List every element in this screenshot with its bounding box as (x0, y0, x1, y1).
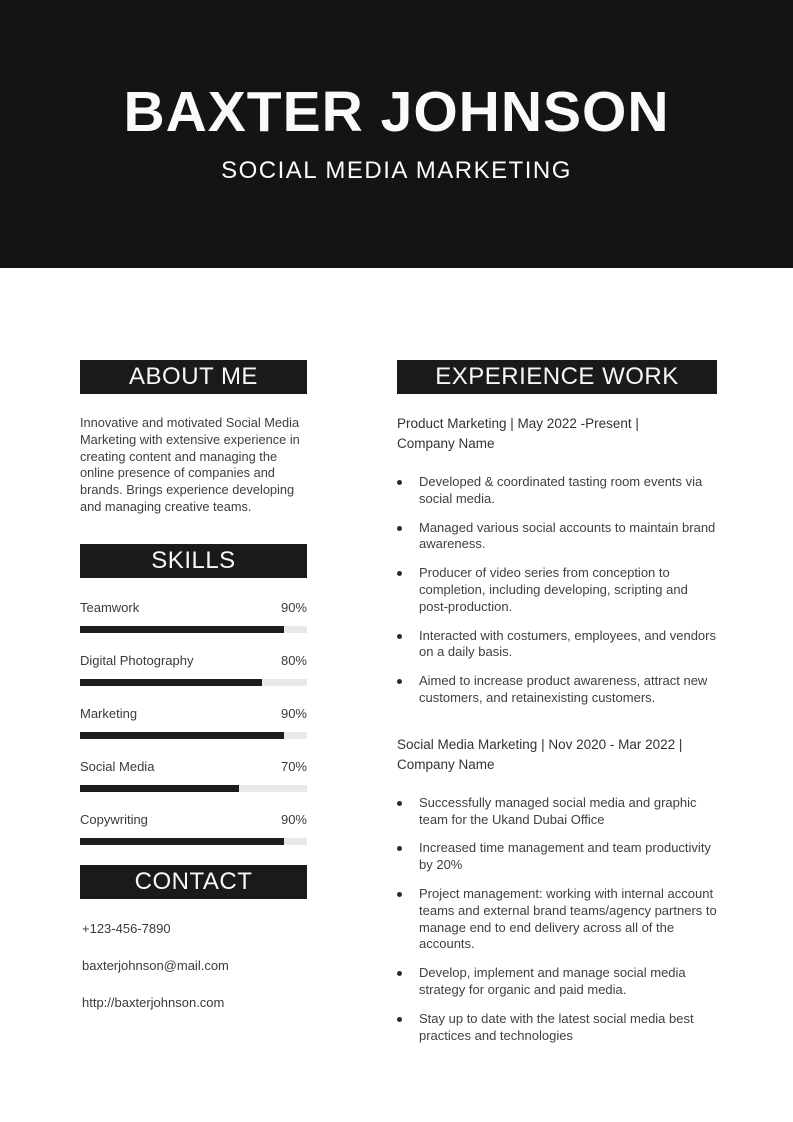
job-role-dates: Social Media Marketing | Nov 2020 - Mar 2022 | (397, 736, 683, 752)
skill-label: Marketing (80, 705, 138, 721)
bullet-dot-icon (397, 526, 402, 531)
skill-head (80, 706, 307, 722)
job-bullet (397, 886, 717, 953)
contact-website: http://baxterjohnson.com (82, 994, 225, 1010)
skill-bar-fill (80, 838, 284, 845)
contact-list (80, 921, 307, 1011)
skill-head (80, 600, 307, 616)
bullet-text: Developed & coordinated tasting room events via social media. (419, 474, 703, 506)
skill-row-copywriting (80, 812, 307, 845)
skill-head (80, 653, 307, 669)
job-bullet (397, 795, 717, 829)
bullet-text: Successfully managed social media and graphic team for the Ukand Dubai Office (419, 794, 697, 827)
skill-bar-track (80, 626, 307, 633)
job-bullet (397, 1011, 717, 1045)
experience-heading-bar (397, 360, 717, 394)
bullet-text: Project management: working with internal account teams and external brand teams/agency partners to manage end to end delivery across all of the accounts. (419, 885, 717, 952)
skill-row-social-media (80, 759, 307, 792)
contact-heading-label: CONTACT (134, 867, 253, 895)
bullet-dot-icon (397, 1017, 402, 1022)
contact-section (80, 865, 307, 1011)
job-company: Company Name (397, 756, 495, 772)
skill-bar-track (80, 838, 307, 845)
job-bullet-list (397, 795, 717, 1045)
bullet-dot-icon (397, 892, 402, 897)
bullet-text: Increased time management and team productivity by 20% (419, 840, 711, 873)
skills-heading-label: SKILLS (151, 546, 236, 574)
bullet-text: Producer of video series from conception to completion, including developing, scripting and post-production. (419, 565, 688, 614)
job-bullet (397, 474, 717, 508)
job-bullet (397, 673, 717, 707)
bullet-dot-icon (397, 801, 402, 806)
job-bullet (397, 840, 717, 874)
job-bullet (397, 628, 717, 662)
skill-row-marketing (80, 706, 307, 739)
resume-header (0, 0, 793, 268)
skill-label: Social Media (80, 758, 155, 774)
bullet-text: Aimed to increase product awareness, attract new customers, and retainexisting customers. (419, 673, 708, 705)
skill-label: Teamwork (80, 599, 140, 615)
job-bullet (397, 965, 717, 999)
skill-row-digital-photography (80, 653, 307, 686)
about-text: Innovative and motivated Social Media Marketing with extensive experience in creating content and managing the online presence of companies and brands. Brings experience developing and managing creative teams. (80, 415, 300, 514)
skill-head (80, 812, 307, 828)
skill-bar-fill (80, 679, 262, 686)
skill-row-teamwork (80, 600, 307, 633)
experience-section (397, 360, 717, 1056)
job-bullet-list (397, 474, 717, 707)
bullet-text: Develop, implement and manage social media strategy for organic and paid media. (419, 965, 686, 997)
skill-value: 80% (280, 652, 307, 668)
job-bullet (397, 565, 717, 615)
skill-value: 90% (280, 811, 307, 827)
job-role-dates: Product Marketing | May 2022 -Present | (397, 416, 639, 431)
about-heading-bar (80, 360, 307, 394)
experience-heading-label: EXPERIENCE WORK (435, 363, 679, 390)
person-job-title: SOCIAL MEDIA MARKETING (221, 157, 572, 185)
bullet-dot-icon (397, 480, 402, 485)
skill-bar-track (80, 732, 307, 739)
bullet-text: Stay up to date with the latest social media best practices and technologies (419, 1010, 694, 1043)
skill-label: Digital Photography (80, 652, 194, 668)
skill-value: 90% (280, 705, 307, 721)
person-name: BAXTER JOHNSON (123, 79, 670, 144)
job-entry-social-media-marketing (397, 735, 717, 1045)
bullet-text: Interacted with costumers, employees, and vendors on a daily basis. (419, 627, 716, 660)
job-company: Company Name (397, 436, 495, 451)
skill-bar-track (80, 785, 307, 792)
skill-head (80, 759, 307, 775)
skill-value: 90% (280, 599, 307, 615)
job-entry-product-marketing (397, 414, 717, 707)
skills-section (80, 544, 307, 845)
skill-bar-fill (80, 626, 284, 633)
left-column (80, 360, 307, 1056)
bullet-dot-icon (397, 679, 402, 684)
skills-heading-bar (80, 544, 307, 578)
contact-phone: +123-456-7890 (82, 920, 171, 936)
contact-heading-bar (80, 865, 307, 899)
resume-body (0, 268, 793, 1056)
bullet-dot-icon (397, 846, 402, 851)
bullet-dot-icon (397, 971, 402, 976)
bullet-dot-icon (397, 571, 402, 576)
skill-label: Copywriting (80, 811, 148, 827)
about-heading-label: ABOUT ME (129, 363, 258, 390)
skill-bar-fill (80, 732, 284, 739)
skill-value: 70% (280, 758, 307, 774)
bullet-text: Managed various social accounts to maintain brand awareness. (419, 519, 716, 552)
about-section (80, 360, 307, 516)
bullet-dot-icon (397, 634, 402, 639)
skill-bar-track (80, 679, 307, 686)
job-bullet (397, 520, 717, 554)
skills-list (80, 600, 307, 845)
skill-bar-fill (80, 785, 239, 792)
contact-email: baxterjohnson@mail.com (82, 957, 229, 973)
